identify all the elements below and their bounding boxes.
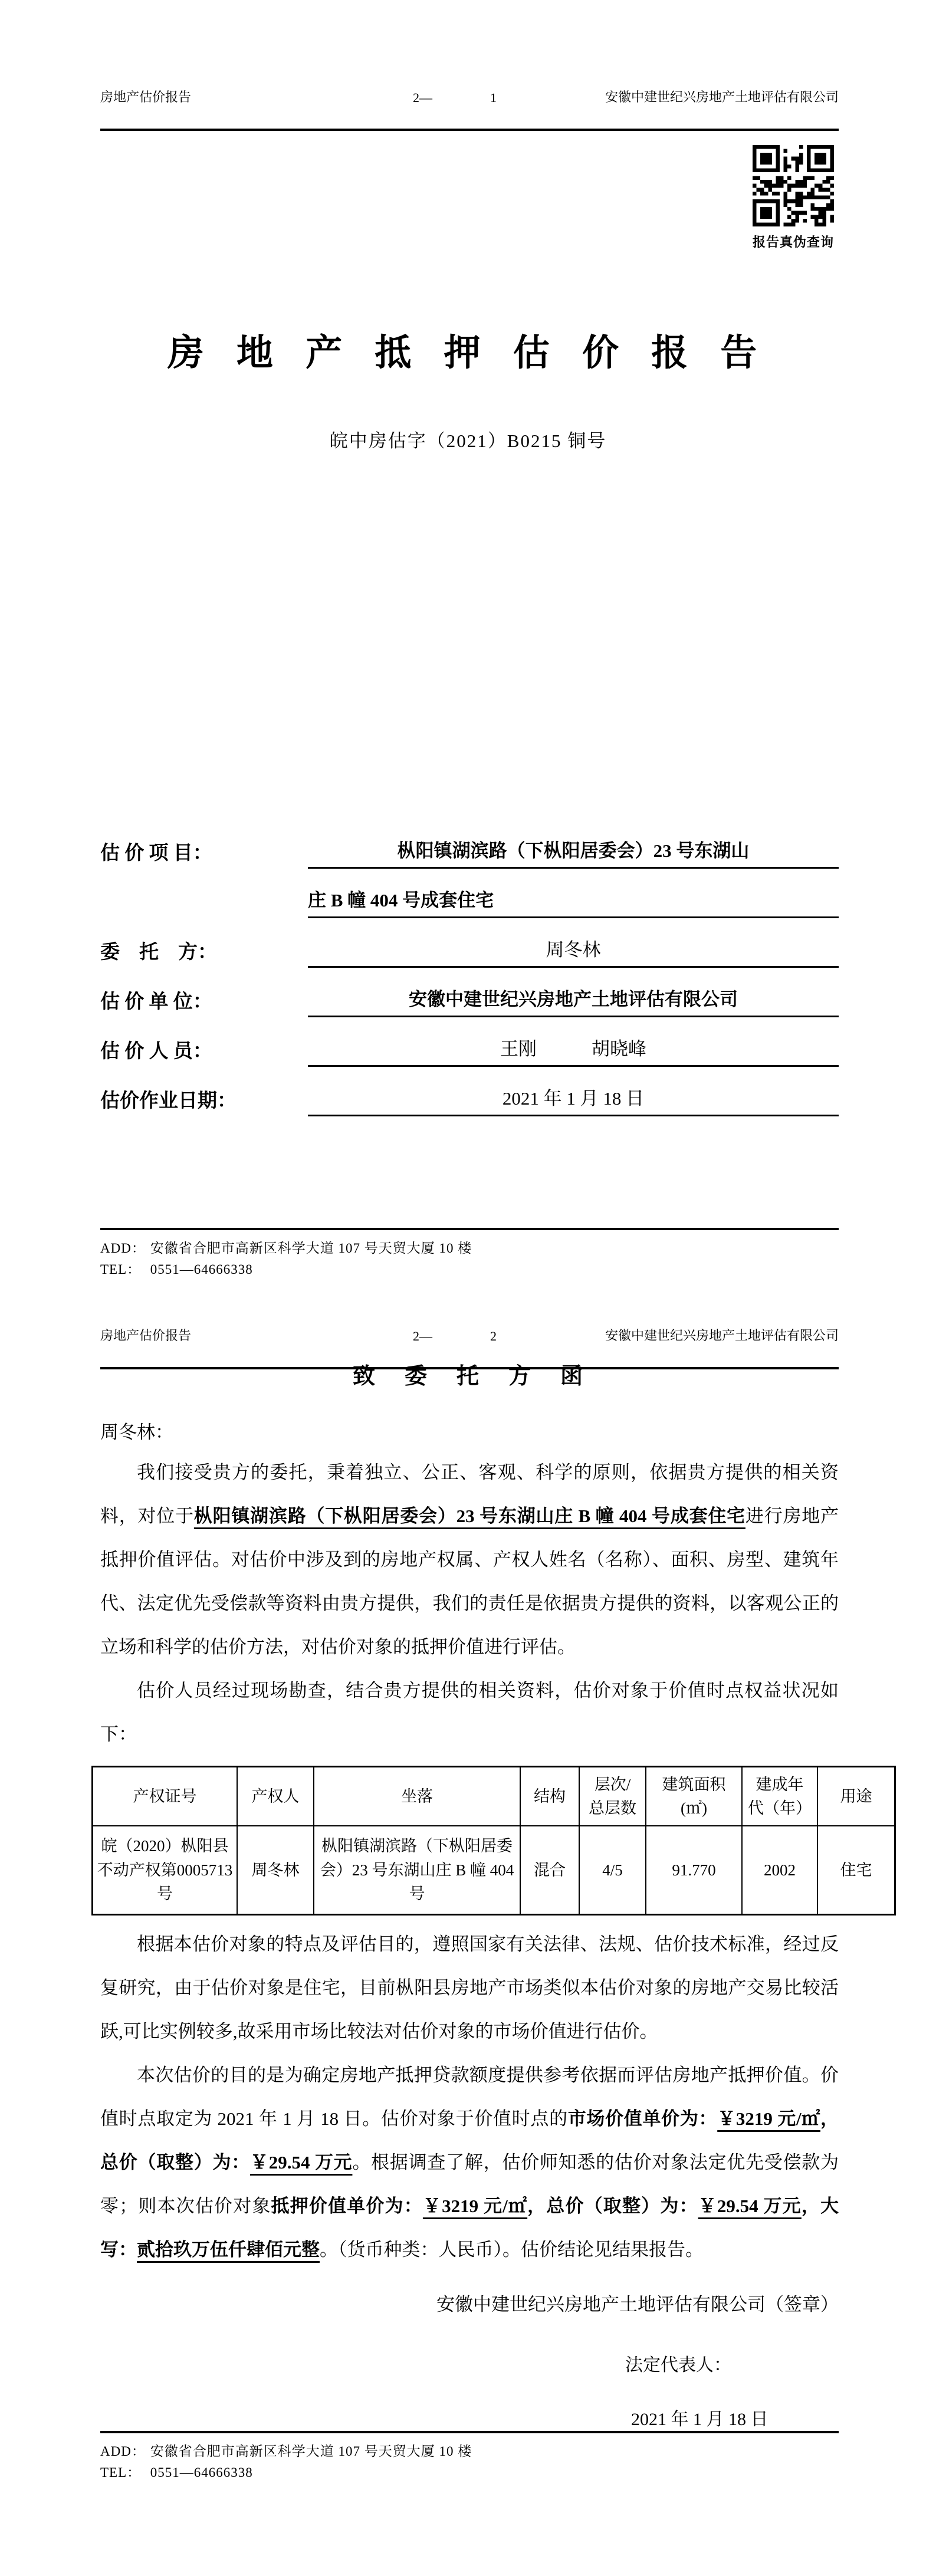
report-page-2 [0,1288,936,2576]
text-run: 市场价值单价为： [567,2108,718,2129]
text-run: 抵押价值单价为： [271,2196,423,2216]
letter-greeting: 周冬林： [100,1422,173,1443]
footer-add-value: 安徽省合肥市高新区科学大道 107 号天贸大厦 10 楼 [150,2444,472,2459]
report-number: 皖中房估字（2021）B0215 铜号 [329,431,607,451]
qr-code-icon [753,145,834,226]
field-project-line2 [100,869,839,918]
field-staff-value: 王刚 胡晓峰 [308,1034,839,1067]
footer-tel-value: 0551—64666338 [150,1262,253,1277]
footer-telephone [100,1259,839,1278]
col-use: 用途 [817,1767,895,1826]
field-project-line1 [100,819,839,869]
col-location: 坐落 [314,1767,520,1826]
col-certificate-no: 产权证号 [93,1767,238,1826]
footer-add-label: ADD： [100,1241,146,1256]
text-run: ￥3219 元/㎡ [422,2196,528,2216]
field-date-value: 2021 年 1 月 18 日 [308,1083,839,1116]
col-owner: 产权人 [237,1767,314,1826]
col-floor: 层次/ 总层数 [579,1767,646,1826]
paragraph [100,1669,839,1756]
text-run: ，大写： [100,2196,839,2260]
col-year-built: 建成年 代（年） [742,1767,817,1826]
header-company-name: 安徽中建世纪兴房地产土地评估有限公司 [605,1328,839,1343]
header-page-prefix: 2— [413,90,432,105]
text-run: 进行房地产抵押价值评估。对估价中涉及到的房地产权属、产权人姓名（名称）、面积、房型、建筑年代、法定优先受偿款等资料由贵方提供，我们的责任是依据贵方提供的资料，以客观公正的立场和科学的估价方法，对估价对象的抵押价值进行评估。 [100,1506,839,1657]
field-client-label: 委 托 方： [100,942,217,963]
letter-paragraphs-bottom [100,1923,839,2272]
field-staff [100,1017,839,1067]
letter-title: 致 委 托 方 函 [352,1364,586,1389]
header-doc-type: 房地产估价报告 [100,1328,192,1343]
qr-block [749,145,838,251]
col-structure: 结构 [520,1767,579,1826]
field-agency-value: 安徽中建世纪兴房地产土地评估有限公司 [308,984,839,1017]
text-run: 我们接受贵方的委托，秉着独立、公正、客观、科学的原则，依据贵方提供的相关资料，对位于 [100,1462,839,1526]
header-company-name: 安徽中建世纪兴房地产土地评估有限公司 [605,90,839,104]
text-run: 根据本估价对象的特点及评估目的，遵照国家有关法律、法规、估价技术标准，经过反复研究，由于估价对象是住宅，目前枞阳县房地产市场类似本估价对象的房地产交易比较活跃,可比实例较多,故采用市场比较法对估价对象的市场价值进行估价。 [100,1934,839,2042]
text-run: ，总价（取整）为： [527,2196,698,2216]
table-row [93,1826,895,1915]
letter-content [97,1288,872,2430]
footer-tel-label: TEL： [100,2465,142,2480]
signature-date: 2021 年 1 月 18 日 [631,2410,768,2429]
header-page-prefix: 2— [413,1329,432,1343]
text-run: ￥29.54 万元 [698,2196,802,2216]
field-agency-label: 估 价 单 位： [100,991,212,1013]
text-run: ￥3219 元/㎡ [717,2108,820,2129]
footer-rule [100,1228,839,1230]
cell-year-built: 2002 [742,1826,817,1915]
field-date [100,1067,839,1116]
text-run: 枞阳镇湖滨路（下枞阳居委会）23 号东湖山庄 B 幢 404 号成套住宅 [193,1506,745,1526]
cover-fields [100,819,839,1116]
text-run: 。根据调查了解，估价师知悉的估价对象法定优先受偿款为零；则本次估价对象 [100,2152,839,2216]
cell-structure: 混合 [520,1826,579,1915]
field-client [100,918,839,968]
footer-rule [100,2431,839,2433]
footer-telephone [100,2462,839,2481]
text-run: 估价人员经过现场勘查，结合贵方提供的相关资料，估价对象于价值时点权益状况如下： [100,1680,839,1744]
text-run: 。（货币种类：人民币）。估价结论见结果报告。 [320,2239,704,2260]
page1-running-header [100,87,839,106]
text-run: ￥29.54 万元 [249,2152,353,2173]
property-info-table [91,1766,896,1915]
header-page-number: 2 [490,1329,497,1343]
text-run: 贰拾玖万伍仟肆佰元整 [137,2239,320,2260]
footer-add-value: 安徽省合肥市高新区科学大道 107 号天贸大厦 10 楼 [150,1241,472,1256]
paragraph [100,1923,839,2053]
cell-floor: 4/5 [579,1826,646,1915]
field-project-label: 估 价 项 目： [100,843,212,864]
header-page-number: 1 [490,90,497,105]
company-signature-line: 安徽中建世纪兴房地产土地评估有限公司（签章） [436,2294,839,2315]
col-area: 建筑面积 (㎡) [646,1767,742,1826]
footer-address [100,2440,839,2460]
cell-use: 住宅 [817,1826,895,1915]
text-run: 本次估价的目的是为确定房地产抵押贷款额度提供参考依据而评估房地产抵押价值。价值时点取定为 2021 年 1 月 18 日。估价对象于价值时点的 [100,2065,839,2129]
field-agency [100,968,839,1017]
field-client-value: 周冬林 [308,935,839,968]
cell-owner: 周冬林 [237,1826,314,1915]
paragraph [100,2053,839,2272]
report-title: 房 地 产 抵 押 估 价 报 告 [167,333,769,373]
field-staff-label: 估 价 人 员： [100,1041,212,1062]
letter-paragraphs-top [100,1451,839,1756]
header-doc-type: 房地产估价报告 [100,90,192,104]
field-project-value-line2: 庄 B 幢 404 号成套住宅 [308,885,839,918]
footer-tel-label: TEL： [100,1262,142,1277]
cell-location: 枞阳镇湖滨路（下枞阳居委会）23 号东湖山庄 B 幢 404号 [314,1826,520,1915]
table-header-row [93,1767,895,1826]
cell-area: 91.770 [646,1826,742,1915]
header-rule [100,129,839,131]
header-page-indicator [354,90,556,106]
cell-certificate-no: 皖（2020）枞阳县不动产权第0005713 号 [93,1826,238,1915]
qr-caption: 报告真伪查询 [752,235,834,249]
text-run: ，总价（取整）为： [100,2108,839,2173]
footer-address [100,1237,839,1257]
field-date-label: 估价作业日期： [100,1090,237,1112]
legal-representative-label: 法定代表人： [625,2355,731,2375]
paragraph [100,1451,839,1669]
footer-add-label: ADD： [100,2444,146,2459]
field-project-value-line1: 枞阳镇湖滨路（下枞阳居委会）23 号东湖山 [308,836,839,869]
footer-tel-value: 0551—64666338 [150,2465,253,2480]
